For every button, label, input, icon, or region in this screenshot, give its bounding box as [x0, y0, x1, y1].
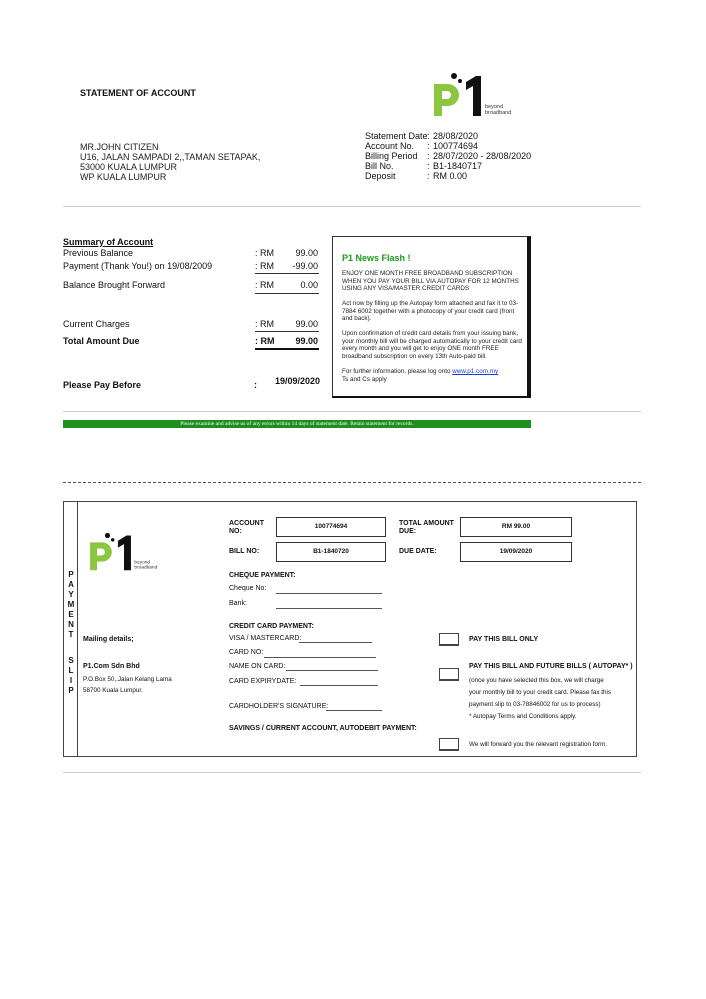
mailing-company: P1.Com Sdn Bhd [83, 663, 140, 670]
cc-heading: CREDIT CARD PAYMENT: [229, 623, 314, 630]
deposit-value: RM 0.00 [433, 171, 468, 181]
payment-amount: -99.00 [292, 261, 318, 271]
brought-forward-amount: 0.00 [300, 280, 318, 290]
total-due-label-1: TOTAL AMOUNT [399, 520, 454, 527]
rule [255, 331, 319, 332]
current-charges-amount: 99.00 [295, 319, 318, 329]
bill-no-label: BILL NO: [229, 548, 260, 555]
p1-website-link[interactable]: www.p1.com.my [452, 368, 499, 375]
previous-balance-label: Previous Balance [63, 248, 134, 258]
total-due-amount: 99.00 [295, 336, 318, 346]
billing-period-value: 28/07/2020 - 28/08/2020 [433, 151, 532, 161]
autopay-label: PAY THIS BILL AND FUTURE BILLS ( AUTOPAY* ) [469, 663, 633, 670]
signature-label: CARDHOLDER'S SIGNATURE: [229, 703, 329, 710]
side-label-letter: Y [68, 590, 74, 599]
mailing-address-1: P.O.Box 50,.Jalan Kelang Lama [83, 676, 172, 683]
brought-forward-label: Balance Brought Forward [63, 280, 166, 290]
tagline-1: beyond [485, 104, 504, 110]
billing-period-label: Billing Period [365, 151, 418, 161]
cut-line [63, 482, 641, 483]
pay-this-bill-only-checkbox[interactable] [439, 633, 459, 646]
news-title: P1 News Flash ! [342, 253, 411, 263]
signature-field[interactable] [326, 710, 382, 711]
side-label-letter: I [69, 676, 73, 685]
mailing-heading: Mailing details; [83, 636, 134, 643]
due-date-label: DUE DATE: [399, 548, 437, 555]
bank-label: Bank: [229, 600, 247, 607]
news-paragraph-2: Act now by filling up the Autopay form attached and fax it to 03-7884 6002 together with a photocopy of your credit card (front and back). [342, 300, 519, 323]
statement-title: STATEMENT OF ACCOUNT [80, 88, 196, 98]
visa-field[interactable] [299, 642, 372, 643]
customer-address-2: 53000 KUALA LUMPUR [80, 162, 178, 172]
card-no-label: CARD NO: [229, 649, 264, 656]
currency: : RM [255, 319, 274, 329]
pay-this-bill-only-label: PAY THIS BILL ONLY [469, 636, 539, 643]
deposit-label: Deposit [365, 171, 396, 181]
side-label-letter: S [68, 656, 74, 665]
bank-field[interactable] [276, 608, 382, 609]
account-no-box: 100774694 [276, 517, 386, 537]
visa-label: VISA / MASTERCARD: [229, 635, 302, 642]
news-paragraph-3: Upon confirmation of credit card details from your issuing bank, your monthly bill will be charged automatically to your credit card every month and you will get to enjoy ONE month FREE broadband subscription on every 13th Auto-paid bill. [342, 330, 522, 360]
sep: : [427, 141, 430, 151]
p1-logo-small [86, 532, 162, 572]
divider [63, 411, 641, 412]
side-label-letter: P [68, 686, 74, 695]
news-paragraph-1: ENJOY ONE MONTH FREE BROADBAND SUBSCRIPTION WHEN YOU PAY YOUR BILL VIA AUTOPAY FOR 12 MONTHS USING ANY VISA/MASTER CREDIT CARDS [342, 270, 519, 293]
side-label-letter: A [68, 580, 74, 589]
due-date-box: 19/09/2020 [460, 542, 572, 562]
sep: : [427, 161, 430, 171]
sep: : [427, 131, 430, 141]
news-info-text: For further information, please log onto [342, 368, 453, 375]
rule [255, 348, 319, 350]
side-label-letter: T [68, 630, 74, 639]
payment-label: Payment (Thank You!) on 19/08/2009 [63, 261, 213, 271]
customer-address-3: WP KUALA LUMPUR [80, 172, 167, 182]
savings-heading: SAVINGS / CURRENT ACCOUNT, AUTODEBIT PAYMENT: [229, 725, 417, 732]
cheque-no-label: Cheque No: [229, 585, 267, 592]
autopay-note-1: (once you have selected this box, we will charge [469, 677, 604, 684]
currency: : RM [255, 336, 275, 346]
cheque-heading: CHEQUE PAYMENT: [229, 572, 296, 579]
p1-logo [432, 72, 514, 118]
sep: : [427, 171, 430, 181]
cheque-no-field[interactable] [276, 593, 382, 594]
news-flash-box [332, 236, 531, 398]
slip-divider [77, 502, 78, 756]
tagline-1: beyond [134, 560, 151, 566]
name-on-card-label: NAME ON CARD: [229, 663, 286, 670]
total-due-box: RM 99.00 [460, 517, 572, 537]
autodebit-checkbox[interactable] [439, 738, 459, 751]
divider [63, 206, 641, 207]
mailing-address-2: 58700 Kuala Lumpur. [83, 687, 143, 694]
account-no-label: Account No. [365, 141, 415, 151]
statement-date-label: Statement Date [365, 131, 428, 141]
pay-before-date: 19/09/2020 [275, 376, 321, 386]
sep: : [254, 380, 257, 390]
bill-no-value: B1-1840717 [433, 161, 483, 171]
name-on-card-field[interactable] [286, 670, 378, 671]
divider [63, 772, 641, 773]
rule [255, 293, 319, 294]
expiry-field[interactable] [300, 685, 378, 686]
rule [255, 273, 319, 274]
statement-date-value: 28/08/2020 [433, 131, 479, 141]
expiry-label: CARD EXPIRYDATE: [229, 678, 297, 685]
customer-address-1: U16, JALAN SAMPADI 2,,TAMAN SETAPAK, [80, 152, 261, 162]
card-no-field[interactable] [264, 657, 376, 658]
summary-heading: Summary of Account [63, 237, 154, 247]
side-label-letter: M [67, 600, 75, 609]
account-no-label-1: ACCOUNT [229, 520, 264, 527]
currency: : RM [255, 280, 274, 290]
current-charges-label: Current Charges [63, 319, 130, 329]
autopay-note-3: payment slip to 03-78846002 for us to process) [469, 701, 601, 708]
autopay-checkbox[interactable] [439, 668, 459, 681]
bill-no-box: B1-1840720 [276, 542, 386, 562]
bill-no-label: Bill No. [365, 161, 394, 171]
side-label-letter: L [68, 666, 74, 675]
account-no-label-2: NO: [229, 528, 242, 535]
autopay-note-2: your monthly bill to your credit card. Please fax this [469, 689, 612, 696]
notice-bar: Please examine and advise us of any errors within 14 days of statement date. Retain statement for records. [63, 420, 531, 428]
customer-name: MR.JOHN CITIZEN [80, 142, 159, 152]
total-due-label-2: DUE: [399, 528, 417, 535]
payment-slip [63, 501, 637, 757]
news-paragraph-4 [342, 368, 524, 376]
autodebit-label: We will forward you the relevant registration form. [469, 741, 608, 748]
total-due-label: Total Amount Due [63, 336, 140, 346]
side-label-letter: N [68, 620, 74, 629]
tagline-2: broadband [134, 565, 158, 571]
account-no-value: 100774694 [433, 141, 479, 151]
tagline-2: broadband [485, 110, 512, 116]
autopay-note-4: * Autopay Terms and Conditions apply. [469, 713, 577, 720]
side-label-letter: E [68, 610, 74, 619]
side-label-letter: P [68, 570, 74, 579]
pay-before-label: Please Pay Before [63, 380, 142, 390]
news-paragraph-5: Ts and Cs apply [342, 376, 387, 383]
sep: : [427, 151, 430, 161]
currency: : RM [255, 248, 274, 258]
previous-balance-amount: 99.00 [295, 248, 318, 258]
currency: : RM [255, 261, 274, 271]
